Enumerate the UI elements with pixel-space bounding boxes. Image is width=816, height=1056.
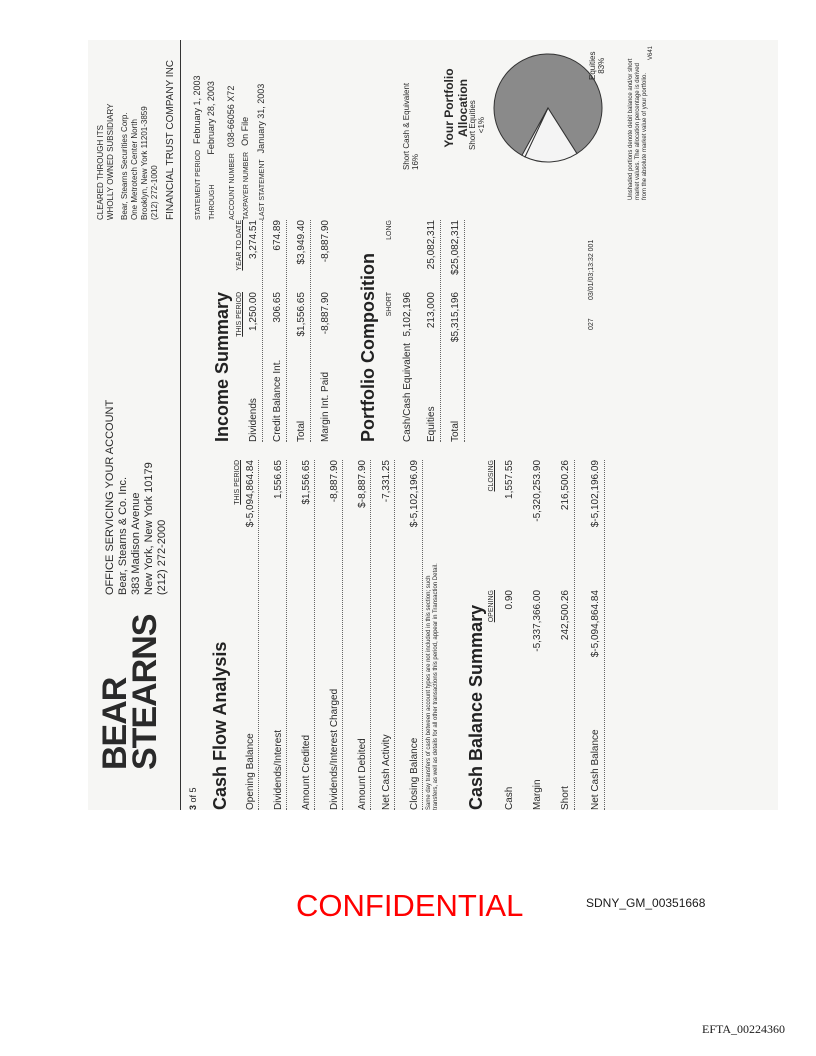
portfolio-title: Portfolio Composition (358, 253, 378, 442)
clearing-line: WHOLLY OWNED SUBSIDIARY (106, 103, 115, 220)
opening-value: 242,500.26 (560, 590, 571, 641)
period-value: -8,887.90 (320, 292, 331, 335)
closing-value: $-5,102,196.09 (590, 460, 601, 528)
row-label: Dividends/Interest Charged (329, 688, 340, 810)
through (206, 81, 216, 220)
allocation-title (442, 58, 470, 158)
logo-line2: STEARNS (126, 614, 164, 770)
clearing-info (96, 40, 176, 220)
clearing-line: (212) 272-1000 (150, 165, 159, 220)
row-label: Cash (504, 786, 515, 810)
col-closing: CLOSING (488, 460, 495, 492)
col-long: LONG (386, 220, 393, 240)
income-row (314, 220, 334, 442)
value: On File (240, 116, 250, 146)
row-label: Net Cash Balance (590, 729, 601, 810)
income-row (290, 220, 311, 442)
allocation-code: V641 (648, 45, 654, 60)
closing-value: 216,500.26 (560, 460, 571, 511)
portfolio-row (394, 220, 416, 442)
row-label: Equities (426, 406, 437, 442)
period-value: 1,250.00 (248, 292, 259, 331)
last-statement (256, 84, 266, 220)
row-label: Dividends/Interest (273, 729, 284, 810)
row-label: Dividends (248, 398, 259, 442)
row-value: $-5,102,196.09 (409, 460, 420, 528)
label: STATEMENT PERIOD (195, 149, 202, 220)
allocation-title-2: Allocation (456, 79, 470, 138)
allocation-note-text: Unshaded portions denote debit balance and/or short market values. The allocation percentage is derived from the absolute market value of your portfolio. (628, 58, 648, 200)
clearing-line: CLEARED THROUGH ITS (96, 125, 105, 220)
cf-row (296, 460, 315, 810)
long-value: $25,082,311 (450, 220, 461, 275)
col-this-period: THIS PERIOD (236, 292, 243, 337)
value: February 28, 2003 (206, 81, 216, 155)
footer-code-a: 027 (588, 318, 595, 330)
cf-row (324, 460, 343, 810)
pct: 16% (411, 153, 420, 170)
page-number (188, 787, 198, 810)
row-label: Total (296, 420, 307, 442)
closing-value: -5,320,253.90 (532, 460, 543, 522)
label: Short Equities (468, 100, 477, 150)
cb-row (524, 460, 546, 810)
long-value: 25,082,311 (426, 220, 437, 270)
row-value: -7,331.25 (381, 460, 392, 503)
value: January 31, 2003 (256, 83, 266, 154)
cf-row (404, 460, 423, 810)
taxpayer-number (240, 117, 250, 220)
bear-stearns-logo (96, 614, 164, 770)
ytd-value: 3,274.51 (248, 220, 259, 259)
label: Short Cash & Equivalent (402, 82, 411, 170)
row-label: Amount Debited (357, 738, 368, 810)
opening-value: 0.90 (504, 590, 515, 610)
pct: <1% (477, 116, 486, 134)
row-value: $1,556.65 (301, 460, 312, 505)
ytd-value: 674.89 (272, 220, 283, 251)
cf-row (352, 460, 371, 810)
office-line: (212) 272-2000 (156, 519, 168, 595)
cb-row-total (582, 460, 605, 810)
office-line: New York, New York 10179 (143, 462, 155, 595)
col-year-to-date: YEAR TO DATE (236, 220, 243, 271)
pct: 83% (597, 57, 606, 74)
label: THROUGH (209, 184, 216, 220)
clearing-line: Brooklyn, New York 11201-3859 (140, 106, 149, 220)
portfolio-row (418, 220, 441, 442)
period-value: $1,556.65 (296, 292, 307, 337)
label-short-cash (402, 83, 420, 170)
row-label: Net Cash Activity (381, 734, 392, 810)
cb-row (496, 460, 518, 810)
cash-balance-title: Cash Balance Summary (466, 604, 486, 810)
rotated-statement (88, 40, 778, 810)
income-row (242, 220, 263, 442)
col-opening: OPENING (488, 590, 495, 623)
cf-row (268, 460, 287, 810)
income-title: Income Summary (212, 291, 232, 442)
row-label: Total (450, 420, 461, 442)
label-equities (588, 52, 606, 80)
header-rule (180, 40, 181, 810)
closing-value: 1,557.55 (504, 460, 515, 499)
cash-flow-title: Cash Flow Analysis (210, 641, 230, 810)
cb-row (552, 460, 575, 810)
page-of: of 5 (188, 787, 198, 803)
confidential-stamp: CONFIDENTIAL (296, 888, 524, 923)
row-value: $-8,887.90 (357, 460, 368, 508)
short-value: $5,315,196 (450, 292, 461, 343)
footer-code-b: 03/01/03;13:32 001 (588, 239, 595, 300)
office-address (104, 400, 169, 595)
row-value: $-5,094,864.84 (245, 460, 256, 528)
portfolio-row-total (444, 220, 465, 442)
col-short: SHORT (386, 292, 393, 317)
logo-line1: BEAR (96, 677, 134, 770)
income-row (266, 220, 287, 442)
row-label: Amount Credited (301, 734, 312, 810)
label: Equities (588, 51, 597, 80)
client-name: FINANCIAL TRUST COMPANY INC (165, 59, 176, 220)
bates-number: SDNY_GM_00351668 (586, 896, 706, 910)
label-short-equities (468, 100, 486, 150)
col-this-period: THIS PERIOD (234, 460, 241, 505)
row-label: Cash/Cash Equivalent (402, 343, 413, 442)
efta-number: EFTA_00224360 (702, 1022, 786, 1036)
cash-flow-note: Same day transfers of cash between account types are not included in this section; such transfers, as well as details for all other transactions this period, appear in Transaction Detail. (426, 563, 439, 810)
label: ACCOUNT NUMBER (229, 153, 236, 220)
ytd-value: $3,949.40 (296, 220, 307, 265)
statement-period (192, 75, 202, 220)
clearing-line: Bear, Stearns Securities Corp. (120, 112, 129, 220)
clearing-line: One Metrotech Center North (130, 119, 139, 220)
account-number (226, 86, 236, 220)
short-value: 5,102,196 (402, 292, 413, 337)
period-value: 306.65 (272, 292, 283, 323)
short-value: 213,000 (426, 292, 437, 329)
office-line: Bear, Stearns & Co. Inc. (117, 476, 129, 595)
value: 038-66056 X72 (226, 85, 236, 148)
ytd-value: -8,887.90 (320, 220, 331, 263)
office-line: 383 Madison Avenue (130, 492, 142, 595)
row-label: Short (560, 786, 571, 810)
row-label: Margin (532, 779, 543, 810)
row-value: -8,887.90 (329, 460, 340, 503)
row-label: Opening Balance (245, 733, 256, 810)
row-value: 1,556.65 (273, 460, 284, 499)
page-no: 3 (188, 804, 198, 810)
opening-value: -5,337,366.00 (532, 590, 543, 652)
value: February 1, 2003 (192, 75, 202, 144)
label: TAXPAYER NUMBER (243, 151, 250, 220)
label: LAST STATEMENT (259, 159, 266, 220)
row-label: Closing Balance (409, 737, 420, 810)
cf-row (376, 460, 395, 810)
row-label: Credit Balance Int. (272, 359, 283, 442)
row-label: Margin Int. Paid (320, 371, 331, 442)
allocation-title-1: Your Portfolio (442, 68, 456, 148)
office-line: OFFICE SERVICING YOUR ACCOUNT (104, 399, 116, 595)
opening-value: $-5,094,864.84 (590, 590, 601, 658)
cf-row (240, 460, 259, 810)
